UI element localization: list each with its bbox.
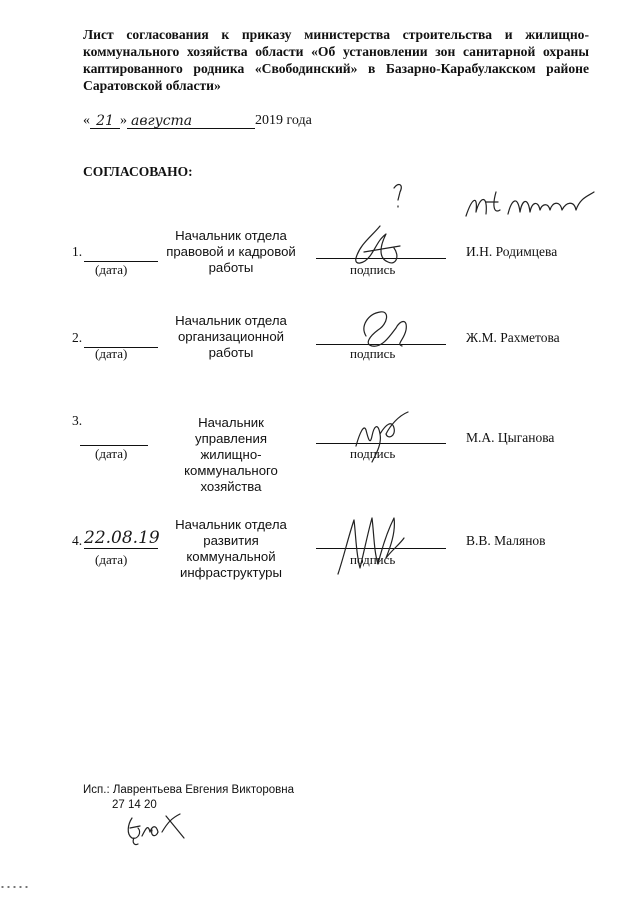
row-signature-image <box>350 406 414 464</box>
row-date-caption: (дата) <box>95 446 128 461</box>
row-date-field <box>80 431 148 446</box>
row-position: Начальник отдела организационной работы <box>175 313 287 360</box>
document-date <box>83 113 312 129</box>
row-date-caption: (дата) <box>95 262 128 277</box>
row-signature-image <box>350 222 410 274</box>
row-number: 4. <box>72 533 83 548</box>
date-open-quote: « <box>83 113 90 128</box>
row-position: Начальник отдела правовой и кадровой работы <box>166 228 296 275</box>
row-signature-image <box>330 508 410 580</box>
row-date-field: 22.08.19 <box>84 528 160 548</box>
date-close-quote: » <box>120 113 127 128</box>
row-signature-caption: подпись <box>350 346 396 361</box>
agreed-label: СОГЛАСОВАНО: <box>83 164 193 179</box>
row-date-caption: (дата) <box>95 346 128 361</box>
executor-line: Исп.: Лаврентьева Евгения Викторовна <box>83 784 294 796</box>
check-mark-image <box>390 180 410 210</box>
row-position: Начальник управления жилищно-коммунального хозяйства <box>184 415 278 494</box>
top-signature-image <box>462 188 602 224</box>
row-name: В.В. Малянов <box>466 533 546 548</box>
row-name: Ж.М. Рахметова <box>466 330 560 345</box>
row-position: Начальник отдела развития коммунальной инфраструктуры <box>175 517 287 580</box>
executor-signature-image <box>122 808 208 848</box>
executor-phone: 27 14 20 <box>112 799 157 811</box>
row-name: И.Н. Родимцева <box>466 244 558 259</box>
document-title: Лист согласования к приказу министерства строительства и жилищно-коммунального хозяйства области «Об установлении зон санитарной охраны каптированного родника «Свободинский» в Базарно-Карабулакском районе Саратовской области» <box>83 27 589 93</box>
row-signature-image <box>356 306 416 350</box>
row-number: 3. <box>72 413 83 428</box>
row-number: 2. <box>72 330 83 345</box>
date-month: августа <box>127 113 255 129</box>
row-signature-caption: подпись <box>350 552 396 567</box>
date-year: 2019 года <box>255 113 312 128</box>
scan-artifact <box>0 884 40 890</box>
row-signature-caption: подпись <box>350 446 396 461</box>
row-date-field <box>84 247 158 262</box>
row-signature-caption: подпись <box>350 262 396 277</box>
row-name: М.А. Цыганова <box>466 430 555 445</box>
date-day: 21 <box>90 113 120 129</box>
row-date-caption: (дата) <box>95 552 128 567</box>
row-number: 1. <box>72 244 83 259</box>
